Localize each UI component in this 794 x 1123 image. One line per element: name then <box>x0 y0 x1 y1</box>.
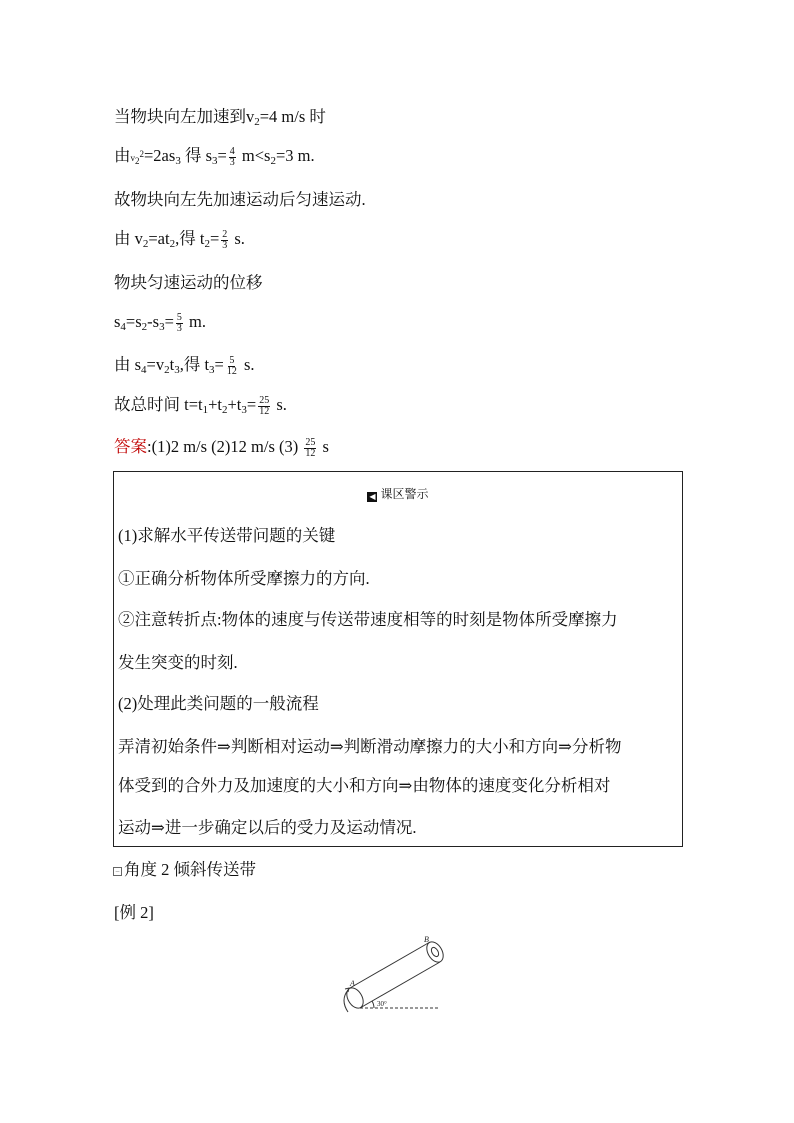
label-a: A <box>350 979 355 988</box>
collapse-marker-icon: − <box>113 867 122 876</box>
solution-line-6: $s_4=s_2-s_3=$ $\frac{5}{3}$ m. <box>114 311 206 334</box>
box-row-6: 弄清初始条件⇒判断相对运动⇒判断滑动摩擦力的大小和方向⇒分析物 <box>118 737 622 756</box>
answer-label: 答案 <box>114 437 147 456</box>
box-row-2: ①正确分析物体所受摩擦力的方向. <box>118 569 370 588</box>
solution-line-5: 物块匀速运动的位移 <box>114 273 263 292</box>
section-heading: − 角度 2 倾斜传送带 <box>113 859 256 881</box>
fraction: $\frac{5}{12}$ <box>226 354 237 377</box>
box-row-7: 体受到的合外力及加速度的大小和方向⇒由物体的速度变化分析相对 <box>118 776 611 795</box>
angle-label: 30° <box>377 1000 387 1008</box>
belt-drawing <box>343 939 446 1012</box>
example-label: [例 2] <box>114 903 154 922</box>
warning-box <box>113 471 683 847</box>
box-row-5: (2)处理此类问题的一般流程 <box>118 694 319 713</box>
fraction: $\frac{4}{3}$ <box>229 145 235 168</box>
fraction: $\frac{25}{12}$ <box>305 436 316 459</box>
warning-box-heading: ◀ 课区警示 <box>369 487 429 501</box>
angle-arc <box>372 1001 374 1008</box>
solution-line-3: 故物块向左先加速运动后匀速运动. <box>114 190 366 209</box>
fraction: $\frac{25}{12}$ <box>259 394 270 417</box>
solution-line-7: 由 $s_4=v_2t_3$,得 $t_3=$ $\frac{5}{12}$ s. <box>114 354 255 377</box>
box-row-8: 运动⇒进一步确定以后的受力及运动情况. <box>118 818 417 837</box>
belt-top-edge <box>350 942 430 988</box>
box-row-3: ②注意转折点:物体的速度与传送带速度相等的时刻是物体所受摩擦力 <box>118 610 618 629</box>
solution-line-2: 由$v_2^2=2as_3$ 得 $s_3=$ $\frac{4}{3}$ $m<s_2=3$ m. <box>114 145 315 168</box>
answer-line: 答案:(1)2 m/s (2)12 m/s (3) $\frac{25}{12}$ s <box>114 436 329 459</box>
fraction: $\frac{2}{3}$ <box>222 228 228 251</box>
rotation-arrow <box>344 990 348 1012</box>
box-row-1: (1)求解水平传送带问题的关键 <box>118 526 336 545</box>
label-b: B <box>424 935 429 944</box>
inclined-belt-figure <box>330 928 450 1018</box>
solution-line-1: 当物块向左加速到$v_2=4$ m/s 时 <box>114 107 326 128</box>
box-row-4: 发生突变的时刻. <box>118 653 238 672</box>
solution-line-8: 故总时间 $t=t_1+t_2+t_3=$ $\frac{25}{12}$ s. <box>114 394 287 417</box>
speaker-icon: ◀ <box>369 492 376 501</box>
fraction: $\frac{5}{3}$ <box>176 311 182 334</box>
solution-line-4: 由 $v_2=at_2$,得 $t_2=$ $\frac{2}{3}$ s. <box>114 228 245 251</box>
